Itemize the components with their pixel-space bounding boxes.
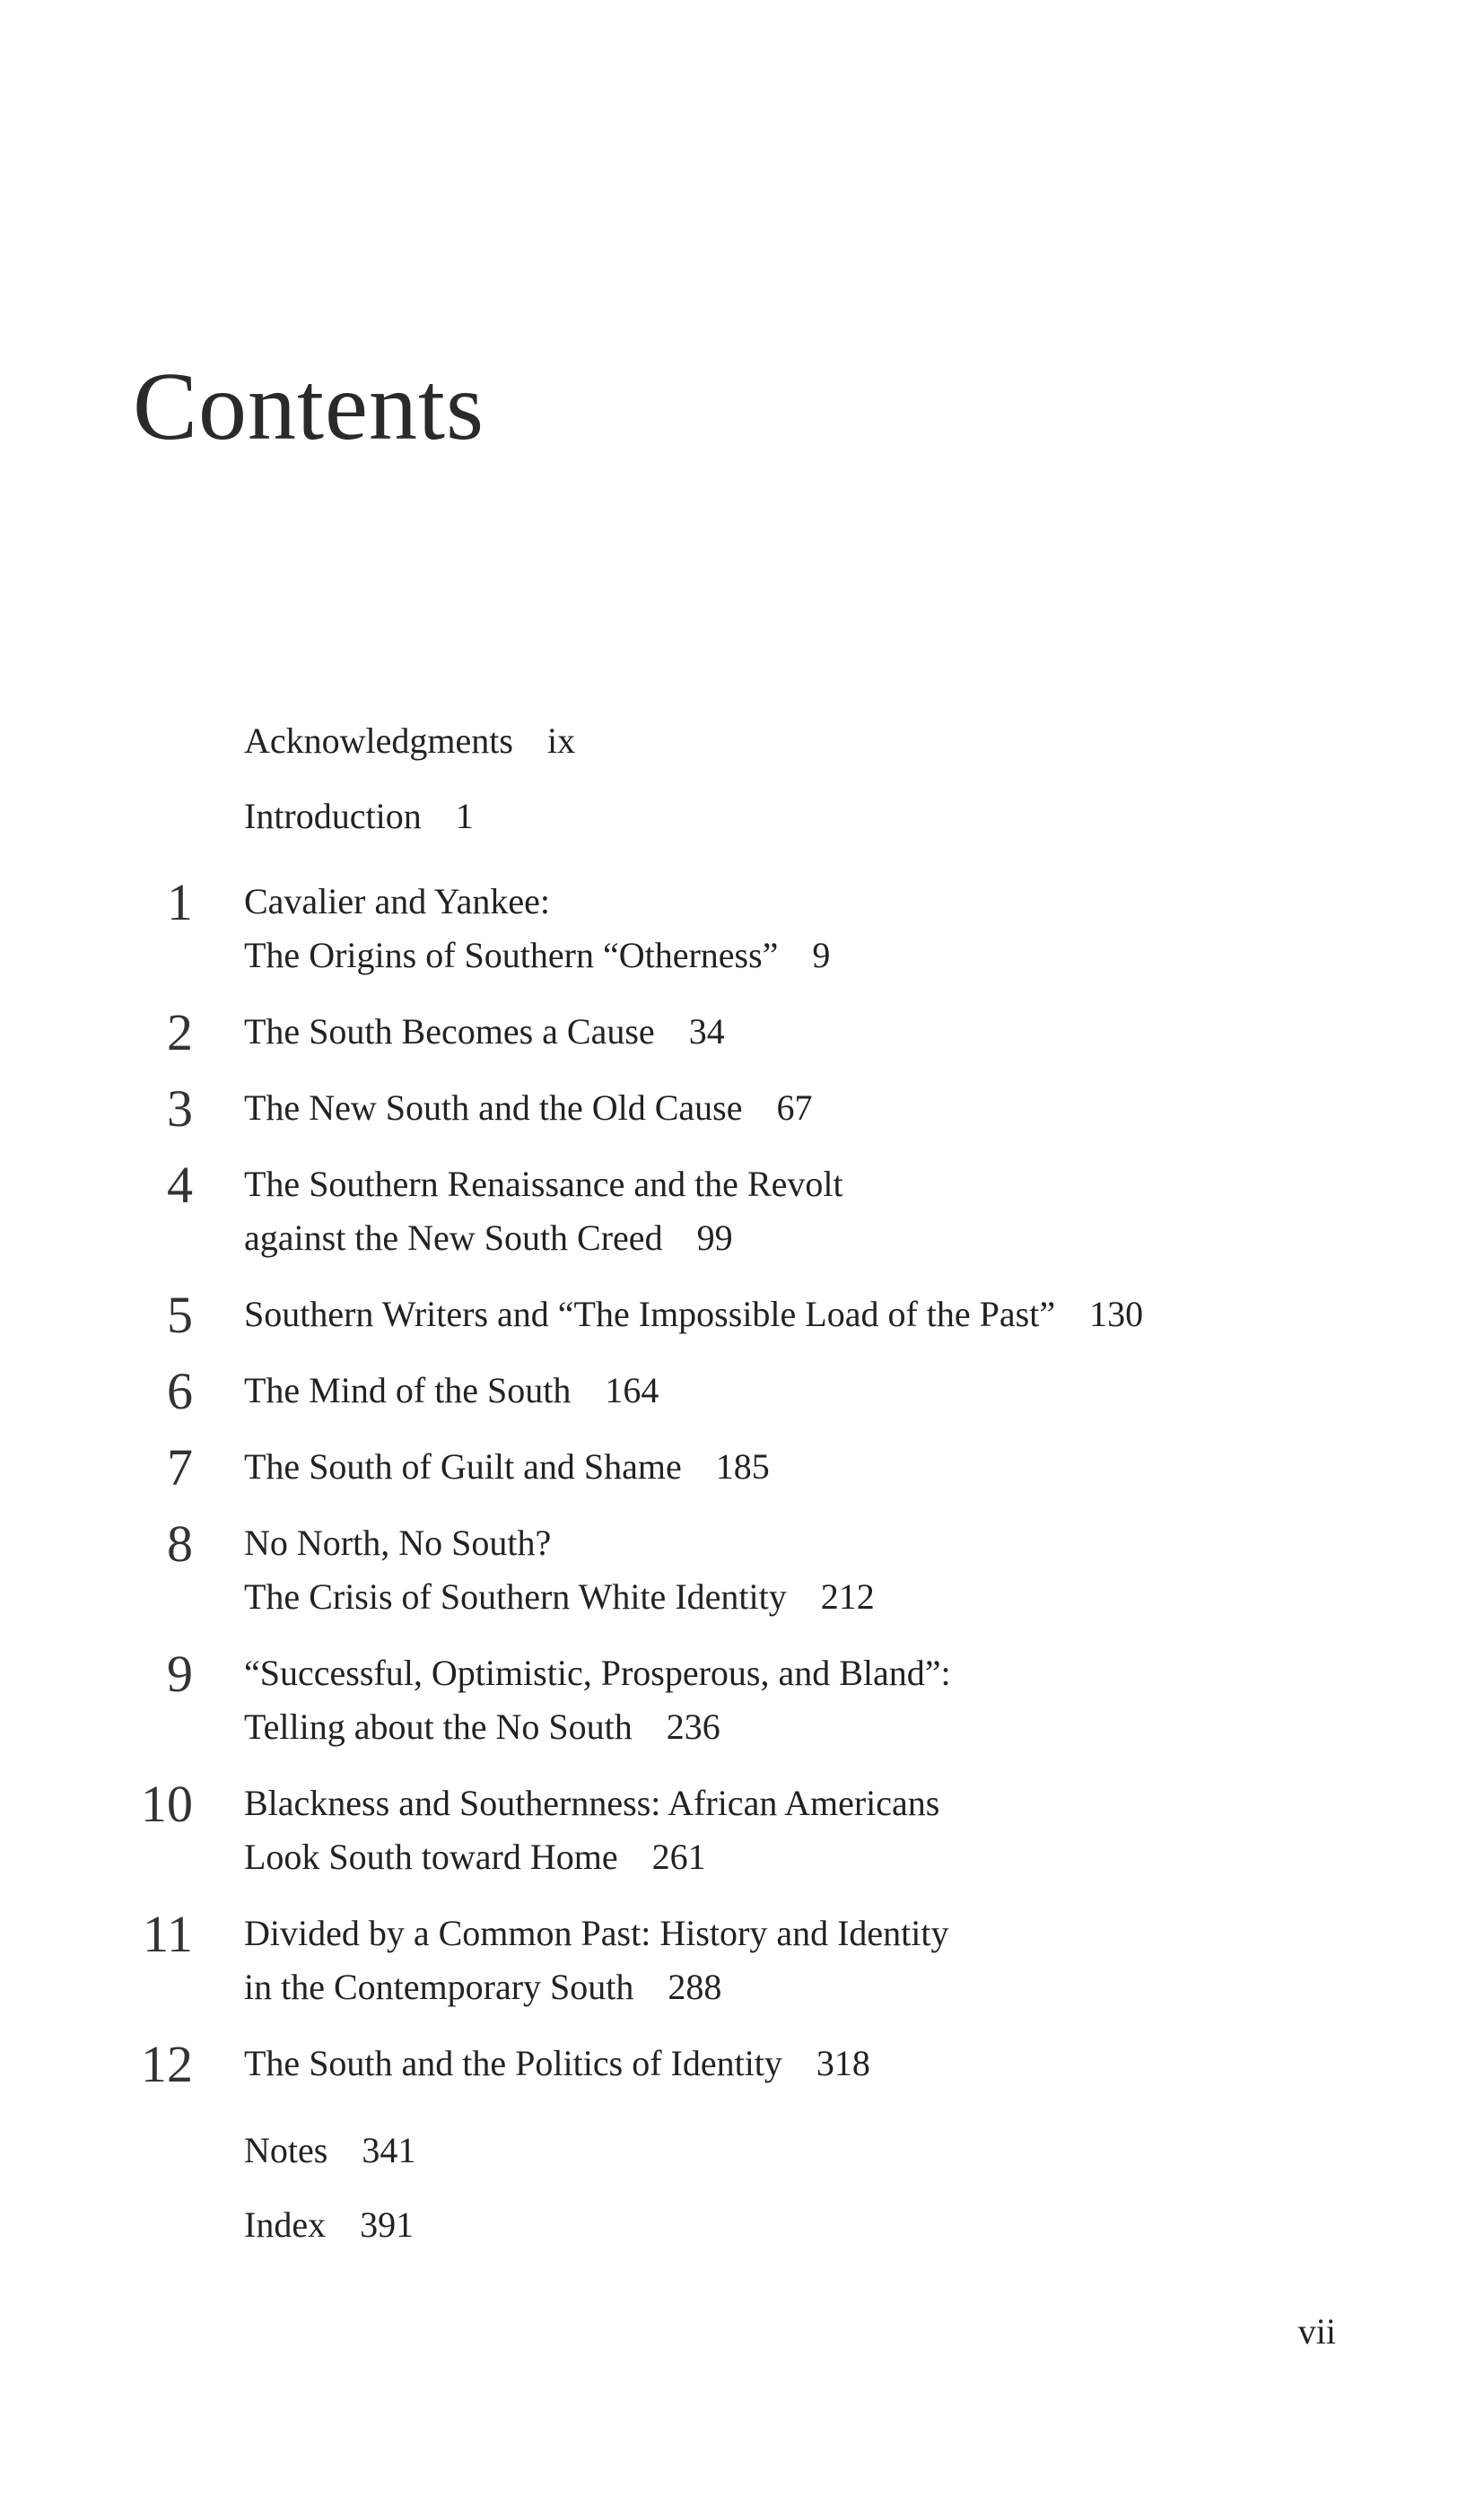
chapter-number: 12 [141,2035,193,2093]
chapter-number: 6 [167,1362,193,1420]
entry-page: 212 [820,1576,875,1617]
entry-page: 288 [668,1967,722,2007]
chapter-number: 11 [143,1905,193,1963]
chapter-number: 2 [167,1003,193,1061]
entry-title: The South Becomes a Cause [244,1011,655,1052]
chapter-number: 3 [167,1079,193,1138]
entry-page: 261 [651,1837,706,1877]
entry-title: Southern Writers and “The Impossible Load of the Past” [244,1294,1056,1334]
entry-title: Acknowledgments [244,720,513,761]
entry-page: 67 [776,1087,813,1128]
entry-page: 1 [455,796,474,836]
entry-page: 9 [812,935,831,975]
entry-title: The South of Guilt and Shame [244,1446,682,1487]
chapter-number: 10 [141,1775,193,1833]
entry-title-line2: Look South toward Home [244,1837,618,1877]
entry-title: The South and the Politics of Identity [244,2043,782,2083]
entry-title-line1: “Successful, Optimistic, Prosperous, and Bland”: [244,1653,951,1693]
chapter-number: 7 [167,1438,193,1497]
entry-title-line2: in the Contemporary South [244,1967,634,2007]
entry-title-line2: The Crisis of Southern White Identity [244,1576,787,1617]
entry-title-line2: against the New South Creed [244,1218,663,1258]
entry-title-line2: Telling about the No South [244,1706,633,1747]
entry-title-line1: No North, No South? [244,1523,552,1563]
entry-page: 391 [360,2204,415,2245]
entry-title: The Mind of the South [244,1370,572,1410]
page-folio: vii [1297,2311,1336,2352]
chapter-number: 4 [167,1156,193,1214]
entry-page: 185 [715,1446,770,1487]
chapter-number: 1 [167,873,193,931]
entry-page: 130 [1089,1294,1144,1334]
entry-title: The New South and the Old Cause [244,1087,743,1128]
entry-title-line1: The Southern Renaissance and the Revolt [244,1164,843,1204]
entry-title: Introduction [244,796,422,836]
entry-page: 99 [696,1218,733,1258]
entry-page: 164 [605,1370,659,1410]
entry-title: Index [244,2204,327,2245]
chapter-number: 5 [167,1286,193,1344]
entry-title: Notes [244,2130,328,2170]
entry-page: 318 [816,2043,870,2083]
entry-page: ix [546,720,576,761]
entry-title-line1: Blackness and Southernness: African Americans [244,1783,940,1823]
entry-title-line1: Divided by a Common Past: History and Identity [244,1913,949,1953]
entry-page: 34 [688,1011,725,1052]
chapter-number: 8 [167,1514,193,1573]
entry-title-line1: Cavalier and Yankee: [244,881,551,921]
entry-title-line2: The Origins of Southern “Otherness” [244,935,779,975]
page-title: Contents [133,353,485,460]
entry-page: 236 [666,1706,720,1747]
chapter-number: 9 [167,1645,193,1703]
entry-page: 341 [362,2130,416,2170]
